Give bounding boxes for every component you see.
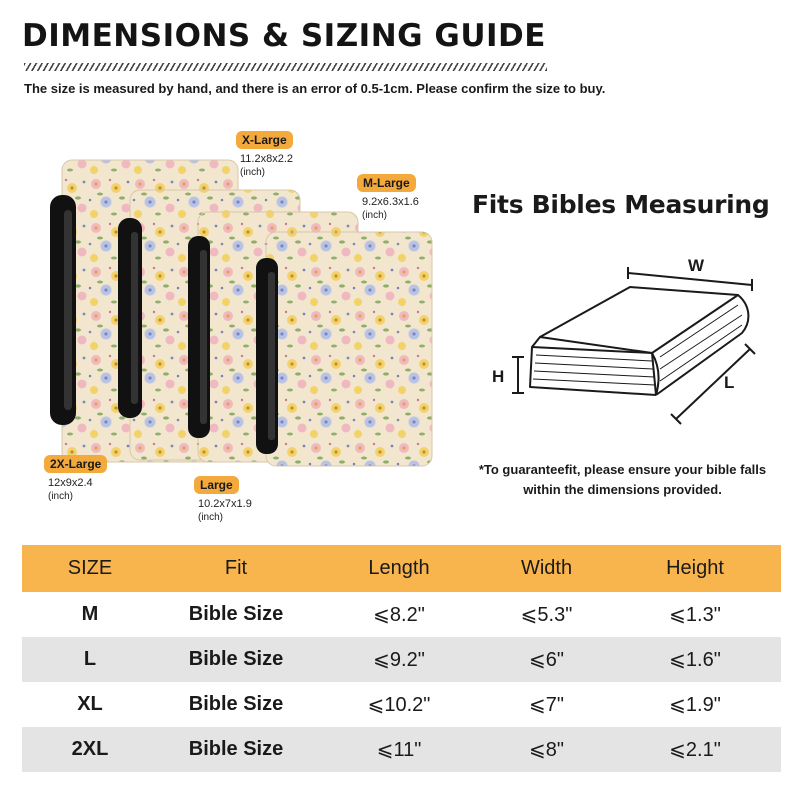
cover-m-large	[256, 232, 432, 466]
cell-length: ⩽10.2"	[367, 694, 431, 716]
size-dims-large	[198, 498, 252, 524]
header-size: SIZE	[67, 557, 113, 579]
cell-width: ⩽8"	[529, 739, 564, 761]
cell-width: ⩽5.3"	[520, 604, 573, 626]
table-row	[22, 727, 781, 772]
cell-fit: Bible Size	[188, 648, 284, 670]
length-label: L	[724, 373, 735, 392]
size-dims-value: 10.2x7x1.9	[198, 498, 252, 510]
size-dims-unit: (inch)	[240, 167, 266, 178]
header-height: Height	[666, 557, 724, 579]
table-header-row	[22, 545, 781, 592]
size-table	[22, 545, 781, 772]
header-length: Length	[368, 557, 430, 579]
size-tag-2x-large: 2X-Large	[44, 455, 107, 473]
size-dims-m-large	[362, 196, 419, 222]
table-row	[22, 637, 781, 682]
size-dims-unit: (inch)	[362, 210, 388, 221]
width-label: W	[688, 256, 705, 275]
fit-note-line: *To guaranteefit, please ensure your bible falls	[478, 462, 767, 477]
sizing-disclaimer: The size is measured by hand, and there is an error of 0.5-1cm. Please confirm the size to buy.	[24, 81, 606, 96]
size-dims-value: 11.2x8x2.2	[240, 153, 294, 165]
size-tag-m-large: M-Large	[357, 174, 416, 192]
fit-note-line: within the dimensions provided.	[523, 482, 722, 497]
cell-height: ⩽2.1"	[669, 739, 721, 761]
cell-size: 2XL	[71, 738, 109, 760]
size-tag-large: Large	[194, 476, 239, 494]
size-tag-x-large: X-Large	[236, 131, 293, 149]
header-fit: Fit	[224, 557, 248, 579]
cell-length: ⩽11"	[376, 739, 422, 761]
size-dims-x-large	[240, 153, 293, 179]
book-dimensions-diagram	[480, 245, 780, 435]
cell-fit: Bible Size	[188, 738, 284, 760]
page-title: DIMENSIONS & SIZING GUIDE	[22, 18, 546, 54]
cell-length: ⩽9.2"	[373, 649, 425, 671]
cell-size: M	[81, 603, 99, 625]
size-dims-unit: (inch)	[48, 491, 74, 502]
fit-note	[470, 460, 775, 500]
cell-height: ⩽1.9"	[669, 694, 721, 716]
cell-width: ⩽7"	[529, 694, 564, 716]
cell-width: ⩽6"	[529, 649, 564, 671]
cell-size: L	[83, 648, 97, 670]
size-dims-unit: (inch)	[198, 512, 224, 523]
cell-height: ⩽1.6"	[669, 649, 721, 671]
fits-title: Fits Bibles Measuring	[472, 190, 770, 219]
height-label: H	[492, 367, 505, 386]
size-dims-value: 12x9x2.4	[48, 477, 93, 489]
table-row	[22, 682, 781, 727]
cell-fit: Bible Size	[188, 603, 284, 625]
cell-size: XL	[77, 693, 103, 715]
table-row	[22, 592, 781, 637]
size-dims-value: 9.2x6.3x1.6	[362, 196, 419, 208]
size-dims-2x-large	[48, 477, 93, 503]
cell-length: ⩽8.2"	[373, 604, 425, 626]
cell-height: ⩽1.3"	[669, 604, 721, 626]
header-width: Width	[520, 557, 573, 579]
cell-fit: Bible Size	[188, 693, 284, 715]
